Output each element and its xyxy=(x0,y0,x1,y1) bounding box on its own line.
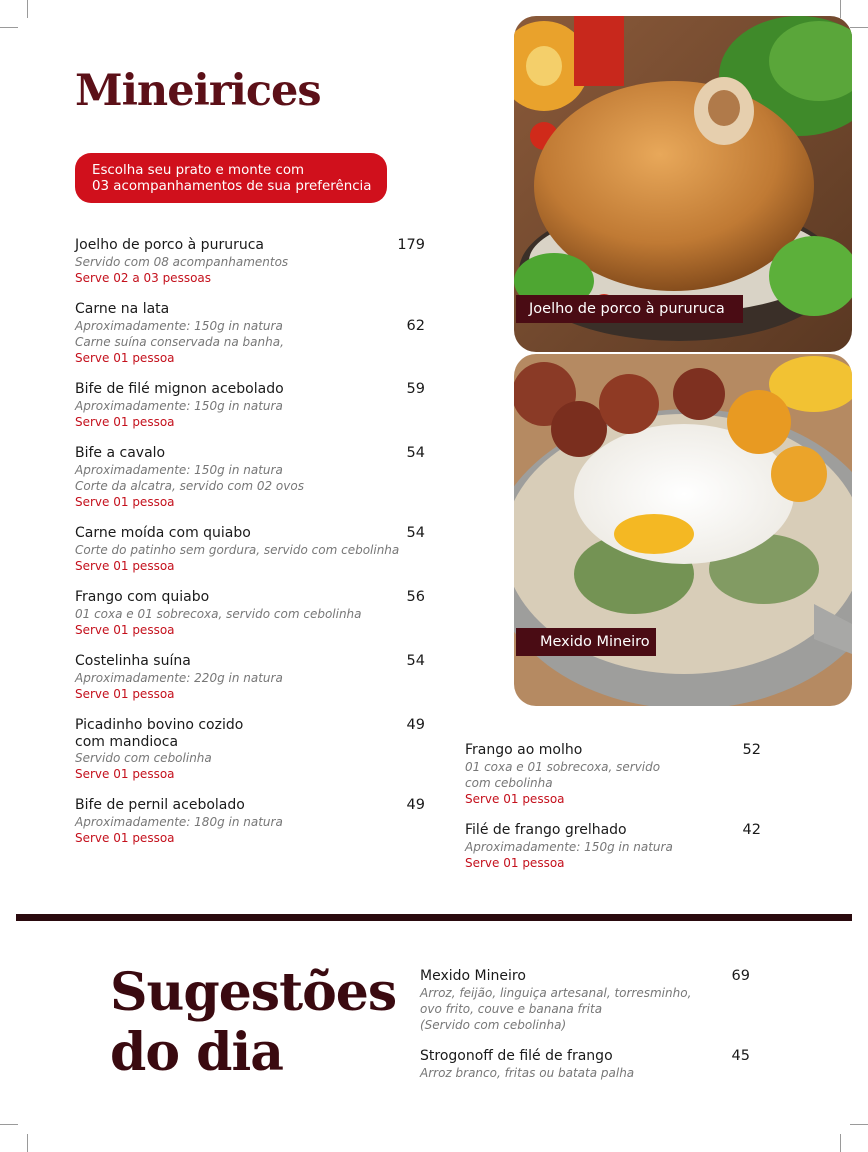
item-description: Servido com 08 acompanhamentos xyxy=(75,254,289,269)
item-description: Arroz branco, fritas ou batata palha xyxy=(420,1065,635,1080)
item-name: Joelho de porco à pururuca xyxy=(75,237,264,253)
item-description: Aproximadamente: 150g in natura xyxy=(75,398,283,413)
menu-item xyxy=(75,525,425,574)
menu-item xyxy=(465,822,765,871)
crop-mark xyxy=(850,1124,868,1125)
item-description: Corte do patinho sem gordura, servido com cebolinha xyxy=(75,542,400,557)
item-serves: Serve 01 pessoa xyxy=(75,830,175,845)
item-price: 179 xyxy=(397,237,425,253)
item-description: Carne suína conservada na banha, xyxy=(75,334,284,349)
crop-mark xyxy=(27,1134,28,1152)
photo-caption: Joelho de porco à pururuca xyxy=(516,295,743,323)
item-price: 45 xyxy=(731,1048,750,1064)
crop-mark xyxy=(0,27,18,28)
menu-item xyxy=(75,589,425,638)
item-serves: Serve 01 pessoa xyxy=(465,791,565,806)
item-price: 56 xyxy=(406,589,425,605)
item-name: Costelinha suína xyxy=(75,653,191,669)
item-price: 49 xyxy=(406,717,425,733)
suggestions-title-line: Sugestões xyxy=(110,962,397,1023)
item-description: 01 coxa e 01 sobrecoxa, servido xyxy=(465,759,661,774)
menu-item xyxy=(75,381,425,430)
item-name: Frango com quiabo xyxy=(75,589,210,605)
item-serves: Serve 01 pessoa xyxy=(75,686,175,701)
menu-item xyxy=(75,237,425,286)
intro-line: 03 acompanhamentos de sua preferência xyxy=(92,178,372,194)
item-serves: Serve 01 pessoa xyxy=(75,350,175,365)
crop-mark xyxy=(0,1124,18,1125)
item-description: 01 coxa e 01 sobrecoxa, servido com cebolinha xyxy=(75,606,362,621)
item-description: Servido com cebolinha xyxy=(75,751,212,765)
item-name: Picadinho bovino cozido xyxy=(75,717,244,733)
suggestions-title xyxy=(110,963,396,1083)
item-serves: Serve 01 pessoa xyxy=(75,494,175,509)
item-serves: Serve 01 pessoa xyxy=(75,622,175,637)
item-description: Aproximadamente: 180g in natura xyxy=(75,814,283,829)
suggestions-title-line: do dia xyxy=(110,1022,283,1083)
item-description: com cebolinha xyxy=(465,775,553,790)
item-name: Bife de pernil acebolado xyxy=(75,797,245,813)
item-description: Aproximadamente: 220g in natura xyxy=(75,670,283,685)
item-description: ovo frito, couve e banana frita xyxy=(420,1001,603,1016)
intro-line: Escolha seu prato e monte com xyxy=(92,163,305,178)
menu-item xyxy=(75,301,425,366)
item-name: Bife a cavalo xyxy=(75,445,166,461)
item-price: 54 xyxy=(406,653,425,669)
menu-item xyxy=(75,653,425,702)
item-name: Carne na lata xyxy=(75,301,170,317)
item-price: 69 xyxy=(731,968,750,984)
item-name: Filé de frango grelhado xyxy=(465,822,627,838)
photo-caption: Mexido Mineiro xyxy=(516,628,656,656)
item-serves: Serve 01 pessoa xyxy=(75,414,175,429)
item-price: 54 xyxy=(406,525,425,541)
item-serves: Serve 01 pessoa xyxy=(75,558,175,573)
item-price: 62 xyxy=(406,318,425,334)
item-description: Aproximadamente: 150g in natura xyxy=(75,462,283,477)
menu-item xyxy=(75,717,425,782)
item-name: Strogonoff de filé de frango xyxy=(420,1048,613,1064)
item-description: Aproximadamente: 150g in natura xyxy=(75,318,283,333)
intro-banner xyxy=(75,153,387,203)
section-divider xyxy=(16,914,852,921)
item-price: 42 xyxy=(742,822,761,838)
crop-mark xyxy=(850,27,868,28)
suggestion-item xyxy=(420,1048,750,1081)
item-description: Corte da alcatra, servido com 02 ovos xyxy=(75,478,304,493)
item-description: Aproximadamente: 150g in natura xyxy=(465,839,673,854)
item-price: 52 xyxy=(742,742,761,758)
item-price: 49 xyxy=(406,797,425,813)
crop-mark xyxy=(840,0,841,18)
crop-mark xyxy=(840,1134,841,1152)
item-serves: Serve 01 pessoa xyxy=(465,855,565,870)
item-description: Arroz, feijão, linguiça artesanal, torresminho, xyxy=(420,985,692,1000)
item-name: Bife de filé mignon acebolado xyxy=(75,381,284,397)
item-price: 54 xyxy=(406,445,425,461)
suggestion-item xyxy=(420,968,750,1033)
section-title: Mineirices xyxy=(75,66,321,116)
item-price: 59 xyxy=(406,381,425,397)
item-name: Carne moída com quiabo xyxy=(75,525,251,541)
menu-item xyxy=(75,445,425,510)
item-serves: Serve 01 pessoa xyxy=(75,767,175,781)
item-name: Frango ao molho xyxy=(465,742,583,758)
item-name: Mexido Mineiro xyxy=(420,968,526,984)
menu-item xyxy=(75,797,425,846)
menu-item xyxy=(465,742,765,807)
item-description: (Servido com cebolinha) xyxy=(420,1017,567,1032)
item-serves: Serve 02 a 03 pessoas xyxy=(75,270,212,285)
item-name: com mandioca xyxy=(75,733,179,750)
crop-mark xyxy=(27,0,28,18)
